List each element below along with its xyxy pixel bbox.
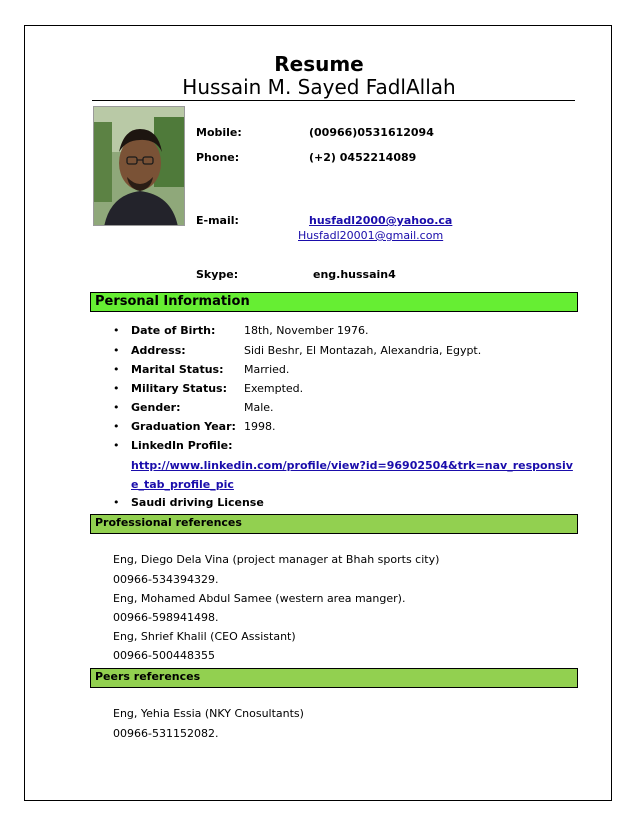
marital-status-value: Married. — [244, 363, 290, 376]
email-secondary-link[interactable]: Husfadl20001@gmail.com — [298, 229, 444, 242]
profile-photo — [93, 106, 185, 226]
bullet-icon: • — [113, 363, 120, 376]
bullet-icon: • — [113, 344, 120, 357]
email-label: E-mail: — [196, 214, 239, 227]
professional-reference-line: Eng, Mohamed Abdul Samee (western area manger). — [113, 592, 406, 605]
bullet-icon: • — [113, 420, 120, 433]
header-divider — [92, 100, 575, 101]
mobile-value: (00966)0531612094 — [309, 126, 434, 139]
linkedin-label: LinkedIn Profile: — [131, 439, 233, 452]
candidate-name: Hussain M. Sayed FadlAllah — [182, 75, 456, 99]
list-item — [113, 382, 573, 400]
address-label: Address: — [131, 344, 186, 357]
skype-label: Skype: — [196, 268, 239, 281]
list-item — [113, 439, 573, 457]
bullet-icon: • — [113, 439, 120, 452]
bullet-icon: • — [113, 496, 120, 509]
personal-info-heading: Personal Information — [90, 292, 578, 312]
linkedin-url-link[interactable]: http://www.linkedin.com/profile/view?id=96902504&trk=nav_responsiv — [131, 459, 573, 472]
military-status-value: Exempted. — [244, 382, 304, 395]
driving-license-label: Saudi driving License — [131, 496, 264, 509]
phone-label: Phone: — [196, 151, 240, 164]
professional-reference-line: 00966-534394329. — [113, 573, 219, 586]
resume-title: Resume — [274, 52, 364, 76]
skype-value: eng.hussain4 — [313, 268, 396, 281]
list-item — [113, 344, 573, 362]
peer-reference-line: 00966-531152082. — [113, 727, 219, 740]
peer-reference-line: Eng, Yehia Essia (NKY Cnosultants) — [113, 707, 304, 720]
dob-label: Date of Birth: — [131, 324, 216, 337]
list-item — [113, 401, 573, 419]
address-value: Sidi Beshr, El Montazah, Alexandria, Egypt. — [244, 344, 482, 357]
phone-value: (+2) 0452214089 — [309, 151, 417, 164]
professional-reference-line: Eng, Shrief Khalil (CEO Assistant) — [113, 630, 296, 643]
list-item — [113, 363, 573, 381]
mobile-label: Mobile: — [196, 126, 242, 139]
gender-value: Male. — [244, 401, 274, 414]
professional-reference-line: Eng, Diego Dela Vina (project manager at Bhah sports city) — [113, 553, 440, 566]
military-status-label: Military Status: — [131, 382, 228, 395]
list-item — [113, 420, 573, 438]
marital-status-label: Marital Status: — [131, 363, 224, 376]
list-item — [113, 496, 573, 514]
professional-reference-line: 00966-598941498. — [113, 611, 219, 624]
bullet-icon: • — [113, 324, 120, 337]
graduation-year-value: 1998. — [244, 420, 276, 433]
email-primary-link[interactable]: husfadl2000@yahoo.ca — [309, 214, 453, 227]
bullet-icon: • — [113, 401, 120, 414]
bullet-icon: • — [113, 382, 120, 395]
peers-references-heading: Peers references — [90, 668, 578, 688]
linkedin-url-link-continued[interactable]: e_tab_profile_pic — [131, 478, 234, 491]
gender-label: Gender: — [131, 401, 181, 414]
dob-value: 18th, November 1976. — [244, 324, 369, 337]
professional-reference-line: 00966-500448355 — [113, 649, 215, 662]
graduation-year-label: Graduation Year: — [131, 420, 236, 433]
list-item — [113, 324, 573, 342]
professional-references-heading: Professional references — [90, 514, 578, 534]
